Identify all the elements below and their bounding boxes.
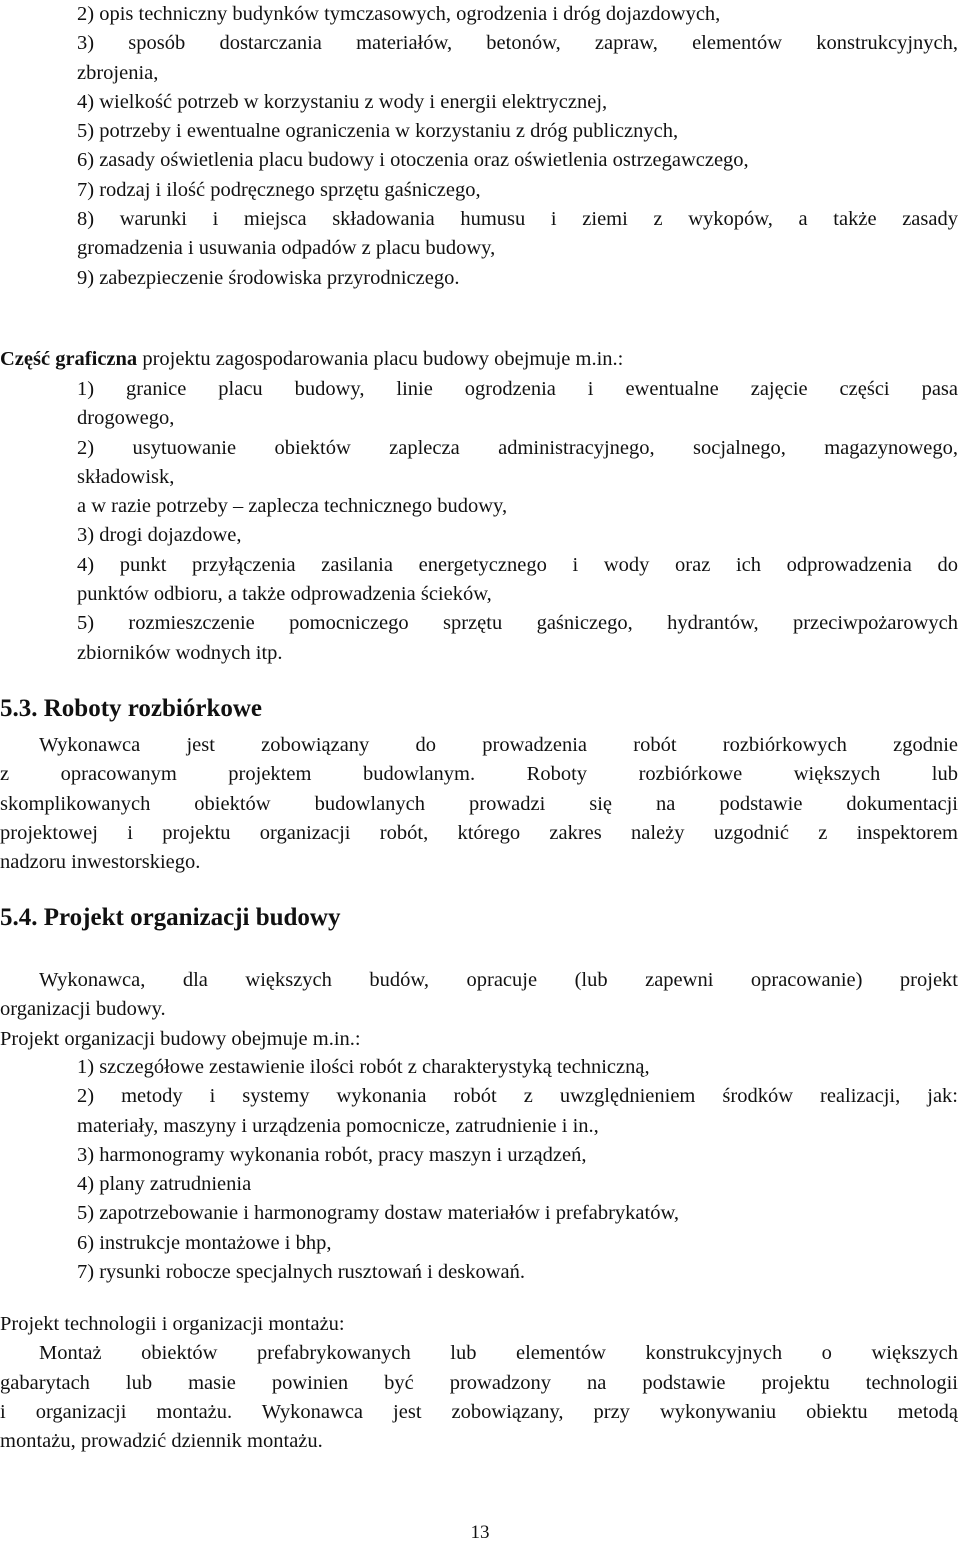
- list-item: 4) wielkość potrzeb w korzystaniu z wody i energii elektrycznej,: [77, 90, 608, 113]
- list-item-continuation: zbiorników wodnych itp.: [77, 641, 283, 664]
- graphic-part-intro-text: projektu zagospodarowania placu budowy obejmuje m.in.:: [137, 348, 624, 370]
- list-item-continuation: zbrojenia,: [77, 61, 159, 84]
- list-item: 2) opis techniczny budynków tymczasowych, ogrodzenia i dróg dojazdowych,: [77, 3, 721, 25]
- list-intro: Projekt organizacji budowy obejmuje m.in.:: [0, 1027, 361, 1050]
- section-5-4-intro: [0, 966, 958, 1054]
- paragraph-line: i organizacji montażu. Wykonawca jest zobowiązany, przy wykonywaniu obiektu metodą: [0, 1400, 958, 1423]
- list-item: 5) zapotrzebowanie i harmonogramy dostaw materiałów i prefabrykatów,: [77, 1202, 680, 1225]
- assembly-heading: Projekt technologii i organizacji montażu:: [0, 1313, 345, 1335]
- list-item: 9) zabezpieczenie środowiska przyrodniczego.: [77, 266, 460, 289]
- list-item: 2) usytuowanie obiektów zaplecza administracyjnego, socjalnego, magazynowego,: [77, 436, 958, 459]
- list-item: 7) rysunki robocze specjalnych rusztowań i deskowań.: [77, 1261, 526, 1284]
- list-item: 1) granice placu budowy, linie ogrodzenia i ewentualne zajęcie części pasa: [77, 378, 958, 400]
- list-item: 4) plany zatrudnienia: [77, 1173, 252, 1196]
- paragraph-line: z opracowanym projektem budowlanym. Roboty rozbiórkowe większych lub: [0, 763, 958, 786]
- graphic-part-intro: [0, 345, 958, 374]
- list-item-continuation: punktów odbioru, a także odprowadzenia ścieków,: [77, 583, 492, 606]
- paragraph-line: nadzoru inwestorskiego.: [0, 851, 201, 874]
- section-5-3-body: [0, 731, 958, 877]
- list-item: 3) drogi dojazdowe,: [77, 524, 242, 547]
- graphic-part-list: [0, 375, 958, 668]
- list-item-continuation: a w razie potrzeby – zaplecza technicznego budowy,: [77, 495, 508, 518]
- graphic-part-bold-lead: Część graficzna: [0, 348, 138, 370]
- paragraph-line: montażu, prowadzić dziennik montażu.: [0, 1430, 323, 1453]
- list-item: 3) sposób dostarczania materiałów, betonów, zapraw, elementów konstrukcyjnych,: [77, 32, 958, 55]
- section-heading-5-4: 5.4. Projekt organizacji budowy: [0, 904, 341, 931]
- page-number: 13: [470, 1522, 490, 1543]
- list-item: 7) rodzaj i ilość podręcznego sprzętu gaśniczego,: [77, 178, 481, 201]
- list-item: 6) zasady oświetlenia placu budowy i otoczenia oraz oświetlenia ostrzegawczego,: [77, 149, 749, 172]
- assembly-section: [0, 1310, 958, 1456]
- paragraph-line: Montaż obiektów prefabrykowanych lub elementów konstrukcyjnych o większych: [39, 1342, 958, 1365]
- paragraph-line: projektowej i projektu organizacji robót, którego zakres należy uzgodnić z inspektorem: [0, 821, 958, 844]
- paragraph-line: Wykonawca jest zobowiązany do prowadzenia robót rozbiórkowych zgodnie: [39, 734, 958, 756]
- paragraph-line: gabarytach lub masie powinien być prowadzony na podstawie projektu technologii: [0, 1371, 958, 1394]
- list-item: 2) metody i systemy wykonania robót z uwzględnieniem środków realizacji, jak:: [77, 1085, 958, 1108]
- paragraph-line: skomplikowanych obiektów budowlanych prowadzi się na podstawie dokumentacji: [0, 792, 958, 815]
- list-item: 4) punkt przyłączenia zasilania energetycznego i wody oraz ich odprowadzenia do: [77, 553, 958, 576]
- paragraph-line: organizacji budowy.: [0, 998, 166, 1021]
- section-5-4-list: [0, 1053, 958, 1287]
- paragraph-line: Wykonawca, dla większych budów, opracuje (lub zapewni opracowanie) projekt: [39, 969, 958, 991]
- top-list: [0, 0, 958, 293]
- list-item: 5) rozmieszczenie pomocniczego sprzętu gaśniczego, hydrantów, przeciwpożarowych: [77, 612, 958, 635]
- list-item: 1) szczegółowe zestawienie ilości robót z charakterystyką techniczną,: [77, 1056, 650, 1078]
- section-heading-5-3: 5.3. Roboty rozbiórkowe: [0, 695, 263, 722]
- list-item-continuation: drogowego,: [77, 407, 175, 430]
- list-item: 8) warunki i miejsca składowania humusu i ziemi z wykopów, a także zasady: [77, 208, 958, 231]
- list-item: 6) instrukcje montażowe i bhp,: [77, 1231, 332, 1254]
- list-item-continuation: materiały, maszyny i urządzenia pomocnicze, zatrudnienie i in.,: [77, 1114, 599, 1137]
- list-item: 5) potrzeby i ewentualne ograniczenia w korzystaniu z dróg publicznych,: [77, 120, 679, 143]
- list-item-continuation: gromadzenia i usuwania odpadów z placu budowy,: [77, 237, 496, 260]
- list-item: 3) harmonogramy wykonania robót, pracy maszyn i urządzeń,: [77, 1143, 587, 1166]
- list-item-continuation: składowisk,: [77, 465, 175, 488]
